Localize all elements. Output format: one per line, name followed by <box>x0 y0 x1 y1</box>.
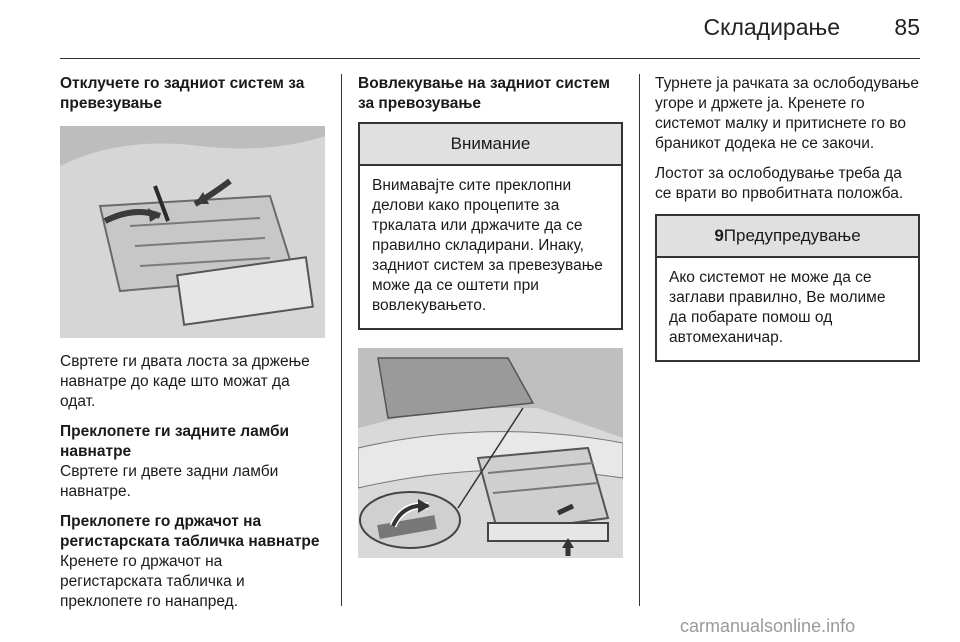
paragraph-lever-return: Лостот за ослободување треба да се врати во првобитната положба. <box>655 165 904 202</box>
carrier-unlock-drawing <box>60 126 325 338</box>
page-header-title: Складирање <box>703 14 840 40</box>
warning-triangle-icon: 9 <box>714 226 724 245</box>
section-heading-fold-plate-holder: Преклопете го држачот на регистарската табличка навнатре <box>60 513 320 550</box>
watermark: carmanualsonline.info <box>680 616 856 636</box>
paragraph-turn-levers: Свртете ги двата лоста за држење навнатре до каде што можат да одат. <box>60 353 310 410</box>
carrier-retract-drawing <box>358 348 623 558</box>
section-heading-unlock: Отклучете го задниот систем за превезување <box>60 75 305 112</box>
column-1 <box>60 74 325 622</box>
warning-title: Предупредување <box>723 226 861 245</box>
page-number: 85 <box>894 14 920 40</box>
column-3 <box>655 74 920 362</box>
column-2 <box>358 74 623 558</box>
warning-box <box>655 214 920 362</box>
column-divider-1 <box>341 74 342 606</box>
paragraph-push-release: Турнете ја рачката за ослободување угоре и држете ја. Кренете го системот малку и притиснете го во браникот додека не се закочи. <box>655 75 919 152</box>
caution-title: Внимание <box>360 124 621 166</box>
illustration-retract-carrier <box>358 348 623 558</box>
section-heading-fold-lamps: Преклопете ги задните ламби навнатре <box>60 423 290 460</box>
warning-title-bar <box>657 216 918 258</box>
caution-text: Внимавајте сите преклопни делови како процепите за тркалата или држачите да се правилно складирани. Инаку, задниот систем за превезување може да се оштети при вовлекувањето. <box>372 177 603 314</box>
column-divider-2 <box>639 74 640 606</box>
illustration-unlock-carrier <box>60 126 325 338</box>
paragraph-turn-lamps: Свртете ги двете задни ламби навнатре. <box>60 463 279 500</box>
caution-box <box>358 122 623 330</box>
header-rule <box>60 58 920 59</box>
paragraph-lift-plate-holder: Кренете го држачот на регистарската табличка и преклопете го нанапред. <box>60 553 245 610</box>
warning-text: Ако системот не може да се заглави правилно, Ве молиме да побарате помош од автомеханичар. <box>669 269 886 346</box>
section-heading-retract: Вовлекување на задниот систем за превозување <box>358 75 610 112</box>
